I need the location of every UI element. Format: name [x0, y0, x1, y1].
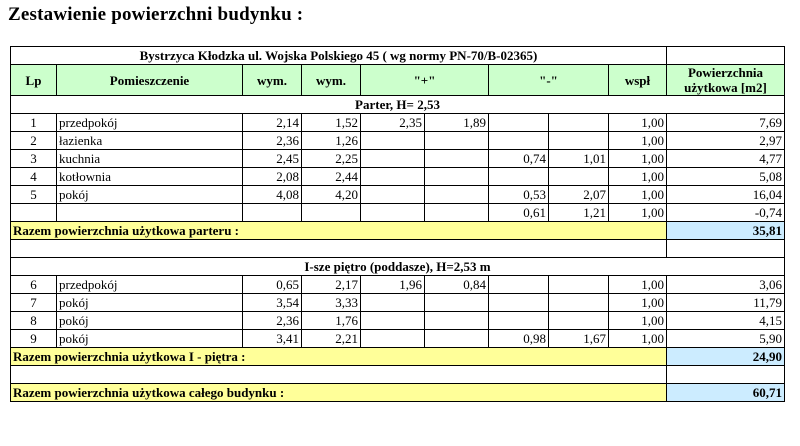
- spacer-row: [11, 366, 785, 384]
- cell-dim2: [302, 204, 361, 222]
- cell-room: przedpokój: [57, 114, 243, 132]
- cell-plus2: 0,84: [425, 276, 489, 294]
- cell-minus2: [549, 132, 609, 150]
- cell-room: pokój: [57, 330, 243, 348]
- cell-plus2: 1,89: [425, 114, 489, 132]
- upper-floor-rows: [11, 276, 785, 348]
- cell-coef: 1,00: [609, 330, 667, 348]
- cell-coef: 1,00: [609, 276, 667, 294]
- table-row: [11, 312, 785, 330]
- header-area-line1: Powierzchnia: [687, 65, 764, 80]
- cell-room: kotłownia: [57, 168, 243, 186]
- cell-dim1: 3,41: [243, 330, 302, 348]
- header-room: Pomieszczenie: [57, 65, 243, 96]
- spacer-row: [11, 240, 785, 258]
- cell-dim2: 1,26: [302, 132, 361, 150]
- ground-total-value: 35,81: [667, 222, 785, 240]
- header-area-line2: użytkowa [m2]: [684, 80, 767, 95]
- cell-area: 2,97: [667, 132, 785, 150]
- cell-area: 4,15: [667, 312, 785, 330]
- area-table: [10, 46, 785, 402]
- cell-area: 11,79: [667, 294, 785, 312]
- cell-minus2: 1,67: [549, 330, 609, 348]
- cell-lp: 6: [11, 276, 57, 294]
- cell-lp: 2: [11, 132, 57, 150]
- cell-minus1: [489, 276, 549, 294]
- header-lp: Lp: [11, 65, 57, 96]
- cell-lp: [11, 204, 57, 222]
- cell-dim2: 2,21: [302, 330, 361, 348]
- cell-dim2: 1,76: [302, 312, 361, 330]
- cell-coef: 1,00: [609, 204, 667, 222]
- cell-room: pokój: [57, 186, 243, 204]
- cell-dim2: 1,52: [302, 114, 361, 132]
- cell-dim2: 2,25: [302, 150, 361, 168]
- cell-dim1: 0,65: [243, 276, 302, 294]
- cell-dim2: 2,17: [302, 276, 361, 294]
- header-dim1: wym.: [243, 65, 302, 96]
- cell-plus2: [425, 204, 489, 222]
- ground-floor-title-row: [11, 96, 785, 114]
- cell-plus1: [361, 294, 425, 312]
- building-total-row: [11, 384, 785, 402]
- cell-area: 3,06: [667, 276, 785, 294]
- ground-total-row: [11, 222, 785, 240]
- cell-minus2: [549, 294, 609, 312]
- cell-minus1: 0,74: [489, 150, 549, 168]
- cell-plus2: [425, 132, 489, 150]
- cell-plus1: [361, 312, 425, 330]
- header-coef: wspł: [609, 65, 667, 96]
- upper-total-label: Razem powierzchnia użytkowa I - piętra :: [11, 348, 667, 366]
- cell-dim1: 2,45: [243, 150, 302, 168]
- empty-cell: [667, 47, 785, 65]
- cell-plus2: [425, 186, 489, 204]
- table-row: [11, 186, 785, 204]
- cell-room: pokój: [57, 312, 243, 330]
- cell-minus1: 0,61: [489, 204, 549, 222]
- ground-total-label: Razem powierzchnia użytkowa parteru :: [11, 222, 667, 240]
- table-row: [11, 168, 785, 186]
- cell-coef: 1,00: [609, 294, 667, 312]
- cell-dim1: 2,08: [243, 168, 302, 186]
- cell-minus2: [549, 276, 609, 294]
- ground-floor-rows: [11, 114, 785, 222]
- cell-minus2: [549, 168, 609, 186]
- cell-plus1: [361, 168, 425, 186]
- header-minus: "-": [489, 65, 609, 96]
- cell-minus2: [549, 312, 609, 330]
- cell-room: [57, 204, 243, 222]
- table-row: [11, 276, 785, 294]
- page-title: Zestawienie powierzchni budynku :: [8, 4, 304, 25]
- upper-floor-title: I-sze piętro (poddasze), H=2,53 m: [11, 258, 785, 276]
- cell-plus2: [425, 150, 489, 168]
- cell-plus1: [361, 204, 425, 222]
- header-area: [667, 65, 785, 96]
- cell-room: kuchnia: [57, 150, 243, 168]
- cell-plus1: 2,35: [361, 114, 425, 132]
- cell-plus1: [361, 330, 425, 348]
- table-row: [11, 150, 785, 168]
- table-row: [11, 330, 785, 348]
- building-total-label: Razem powierzchnia użytkowa całego budynku :: [11, 384, 667, 402]
- cell-dim1: 3,54: [243, 294, 302, 312]
- cell-area: -0,74: [667, 204, 785, 222]
- cell-plus1: [361, 132, 425, 150]
- cell-minus1: 0,53: [489, 186, 549, 204]
- cell-plus2: [425, 294, 489, 312]
- cell-lp: 7: [11, 294, 57, 312]
- cell-room: pokój: [57, 294, 243, 312]
- cell-minus1: [489, 168, 549, 186]
- table-title: Bystrzyca Kłodzka ul. Wojska Polskiego 45 ( wg normy PN-70/B-02365): [11, 47, 667, 65]
- cell-minus1: [489, 114, 549, 132]
- cell-plus1: [361, 150, 425, 168]
- cell-lp: 1: [11, 114, 57, 132]
- table-row: [11, 114, 785, 132]
- cell-minus1: [489, 294, 549, 312]
- cell-area: 16,04: [667, 186, 785, 204]
- cell-dim1: [243, 204, 302, 222]
- cell-area: 7,69: [667, 114, 785, 132]
- cell-minus2: 1,21: [549, 204, 609, 222]
- cell-plus1: 1,96: [361, 276, 425, 294]
- cell-lp: 8: [11, 312, 57, 330]
- table-row: [11, 204, 785, 222]
- cell-dim1: 2,14: [243, 114, 302, 132]
- cell-dim1: 2,36: [243, 312, 302, 330]
- cell-area: 5,90: [667, 330, 785, 348]
- cell-lp: 4: [11, 168, 57, 186]
- upper-total-value: 24,90: [667, 348, 785, 366]
- cell-coef: 1,00: [609, 168, 667, 186]
- cell-room: łazienka: [57, 132, 243, 150]
- cell-area: 4,77: [667, 150, 785, 168]
- cell-dim1: 4,08: [243, 186, 302, 204]
- cell-minus2: 2,07: [549, 186, 609, 204]
- upper-total-row: [11, 348, 785, 366]
- cell-lp: 3: [11, 150, 57, 168]
- cell-plus1: [361, 186, 425, 204]
- header-plus: "+": [361, 65, 489, 96]
- cell-plus2: [425, 330, 489, 348]
- cell-coef: 1,00: [609, 114, 667, 132]
- ground-floor-title: Parter, H= 2,53: [11, 96, 785, 114]
- cell-area: 5,08: [667, 168, 785, 186]
- cell-plus2: [425, 312, 489, 330]
- cell-dim2: 4,20: [302, 186, 361, 204]
- cell-coef: 1,00: [609, 186, 667, 204]
- cell-minus1: [489, 132, 549, 150]
- table-row: [11, 294, 785, 312]
- building-total-value: 60,71: [667, 384, 785, 402]
- header-dim2: wym.: [302, 65, 361, 96]
- cell-coef: 1,00: [609, 312, 667, 330]
- cell-dim2: 3,33: [302, 294, 361, 312]
- cell-lp: 5: [11, 186, 57, 204]
- upper-floor-title-row: [11, 258, 785, 276]
- cell-coef: 1,00: [609, 132, 667, 150]
- cell-plus2: [425, 168, 489, 186]
- cell-minus1: 0,98: [489, 330, 549, 348]
- table-row: [11, 132, 785, 150]
- header-row: [11, 65, 785, 96]
- cell-coef: 1,00: [609, 150, 667, 168]
- cell-dim1: 2,36: [243, 132, 302, 150]
- cell-minus2: [549, 114, 609, 132]
- cell-minus2: 1,01: [549, 150, 609, 168]
- cell-room: przedpokój: [57, 276, 243, 294]
- cell-minus1: [489, 312, 549, 330]
- cell-lp: 9: [11, 330, 57, 348]
- cell-dim2: 2,44: [302, 168, 361, 186]
